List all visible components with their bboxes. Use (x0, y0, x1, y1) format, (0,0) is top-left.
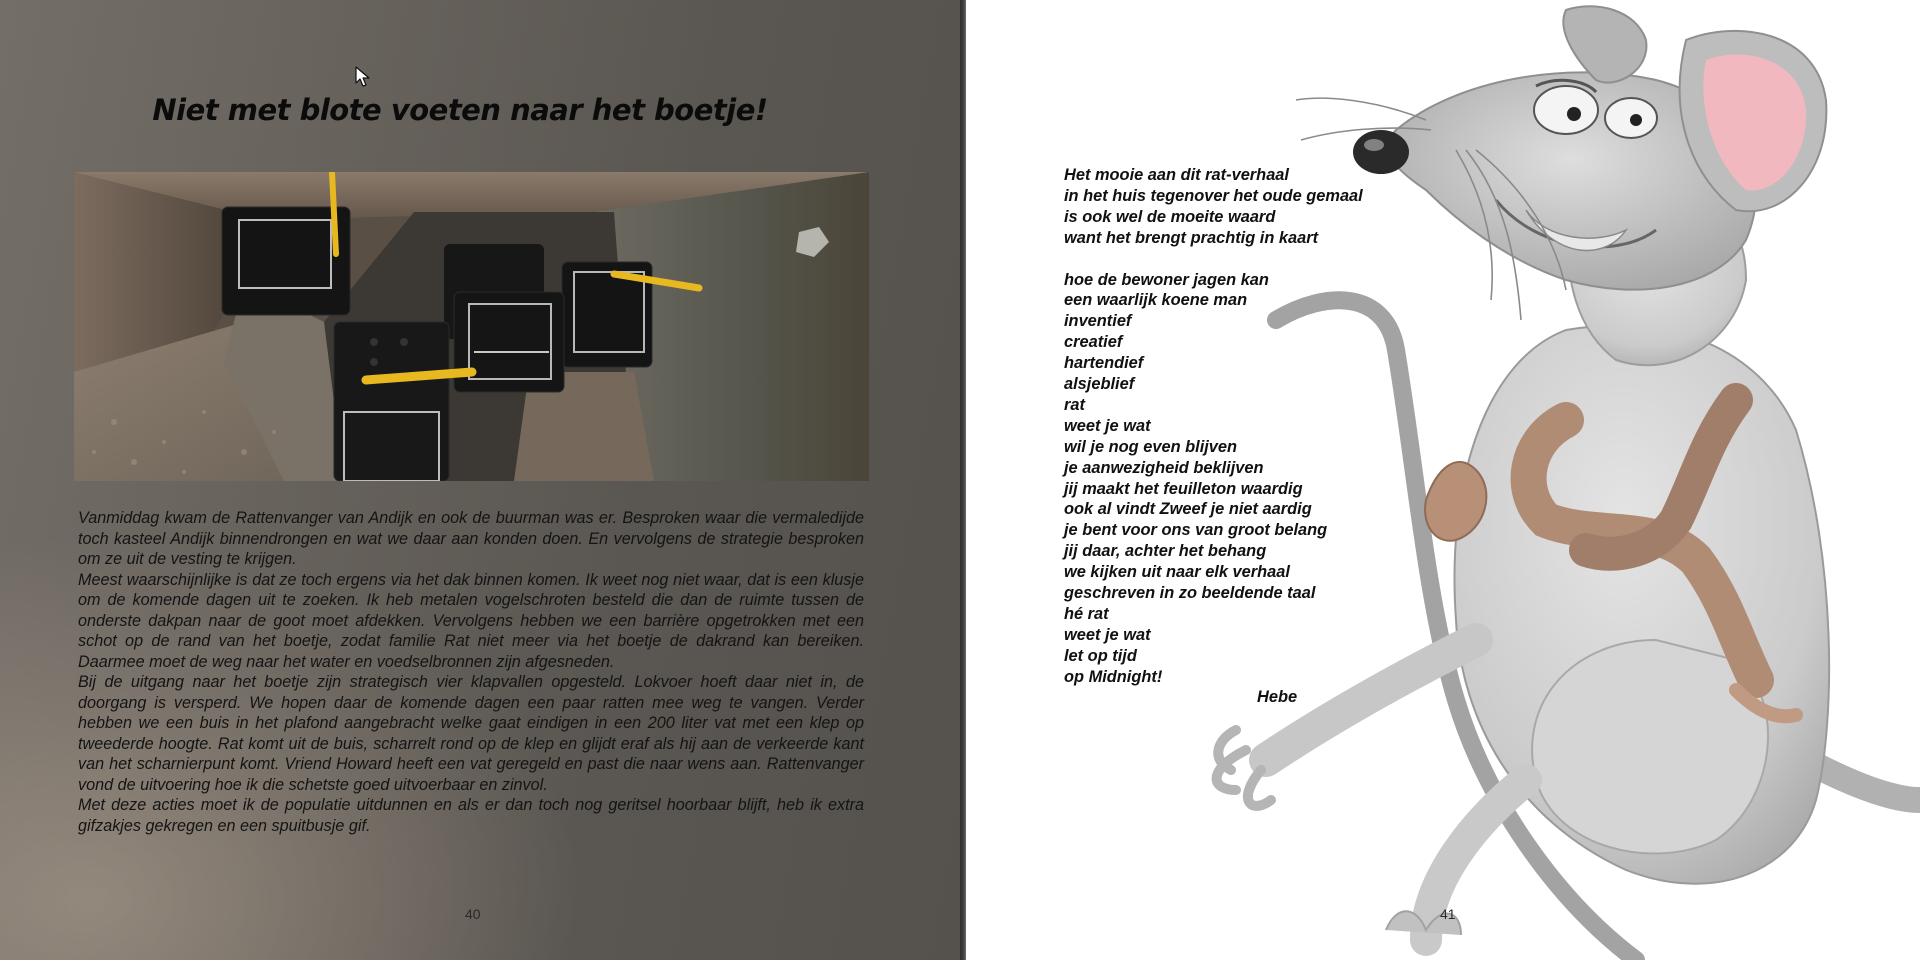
poem-line: rat (1064, 395, 1085, 414)
poem-line: want het brengt prachtig in kaart (1064, 228, 1319, 247)
right-page (966, 0, 1920, 960)
poem-line: je bent voor ons van groot belang (1064, 521, 1328, 540)
poem-line: hoe de bewoner jagen kan (1064, 270, 1269, 289)
poem-line: in het huis tegenover het oude gemaal (1064, 186, 1363, 205)
poem-line (1064, 249, 1363, 270)
poem-line: je aanwezigheid beklijven (1064, 458, 1264, 477)
mouse-pointer-icon (355, 66, 371, 88)
poem-line: op Midnight! (1064, 667, 1163, 686)
poem-line: weet je wat (1064, 625, 1151, 644)
poem-line: wil je nog even blijven (1064, 437, 1238, 456)
page-title: Niet met blote voeten naar het boetje! (152, 93, 768, 127)
poem-line: is ook wel de moeite waard (1064, 207, 1276, 226)
poem-line: alsjeblief (1064, 375, 1135, 394)
mousetraps-photo (74, 172, 869, 481)
paragraph: Met deze acties moet ik de populatie uitdunnen en als er dan toch nog geritsel hoorbaar blijft, heb ik extra gifzakjes gekregen en een spuitbusje gif. (78, 796, 864, 835)
page-number-right: 41 (1440, 906, 1456, 922)
poem-line: Het mooie aan dit rat-verhaal (1064, 166, 1289, 184)
poem-line: jij daar, achter het behang (1064, 542, 1267, 561)
paragraph: Bij de uitgang naar het boetje zijn strategisch vier klapvallen opgesteld. Lokvoer hoeft daar niet in, de doorgang is versperd. We hopen daar de komende dagen een paar ratten mee weg te vangen. Verder hebben we een buis in het plafond aangebracht welke gaat eindigen in een 200 liter vat met een klep op tweederde hoogte. Rat komt uit de buis, scharrelt rond op de klep en glijdt eraf als hij aan de verkeerde kant van het scharnierpunt komt. Vriend Howard heeft een vat geregeld en past die naar wens aan. Rattenvanger vond de uitvoering hoe ik die schetste goed uitvoerbaar en zinvol. (78, 673, 864, 794)
poem-line: inventief (1064, 312, 1132, 331)
poem-signature: Hebe (1257, 688, 1298, 706)
poem-line: we kijken uit naar elk verhaal (1064, 563, 1290, 582)
poem (1064, 165, 1363, 688)
poem-line: jij maakt het feuilleton waardig (1064, 479, 1303, 498)
page-number-left: 40 (465, 906, 481, 922)
paragraph: Vanmiddag kwam de Rattenvanger van Andijk en ook de buurman was er. Besproken waar die vermaledijde toch kasteel Andijk binnendrongen en wat we daar aan konden doen. En vervolgens de strategie besproken om ze uit de vesting te krijgen. (78, 509, 864, 568)
poem-line: hartendief (1064, 354, 1144, 373)
poem-line: geschreven in zo beeldende taal (1064, 584, 1316, 603)
poem-line: een waarlijk koene man (1064, 291, 1248, 310)
article-body (78, 508, 864, 836)
paragraph: Meest waarschijnlijke is dat ze toch ergens via het dak binnen komen. Ik weet nog niet waar, dat is een klusje om de komende dagen uit te zoeken. Ik heb metalen vogelschroten besteld die dan de ruimte tussen de onderste dakpan naar de goot moet afdekken. Vervolgens hebben we een barrière opgetrokken met een schot op de rand van het boetje, zodat familie Rat niet meer via het boetje de dakrand kan bereiken. Daarmee moet de weg naar het water en voedselbronnen zijn afgesneden. (78, 570, 864, 671)
poem-line: weet je wat (1064, 416, 1151, 435)
poem-line: ook al vindt Zweef je niet aardig (1064, 500, 1312, 519)
poem-line: let op tijd (1064, 646, 1137, 665)
poem-line: creatief (1064, 333, 1123, 352)
poem-line: hé rat (1064, 605, 1109, 624)
